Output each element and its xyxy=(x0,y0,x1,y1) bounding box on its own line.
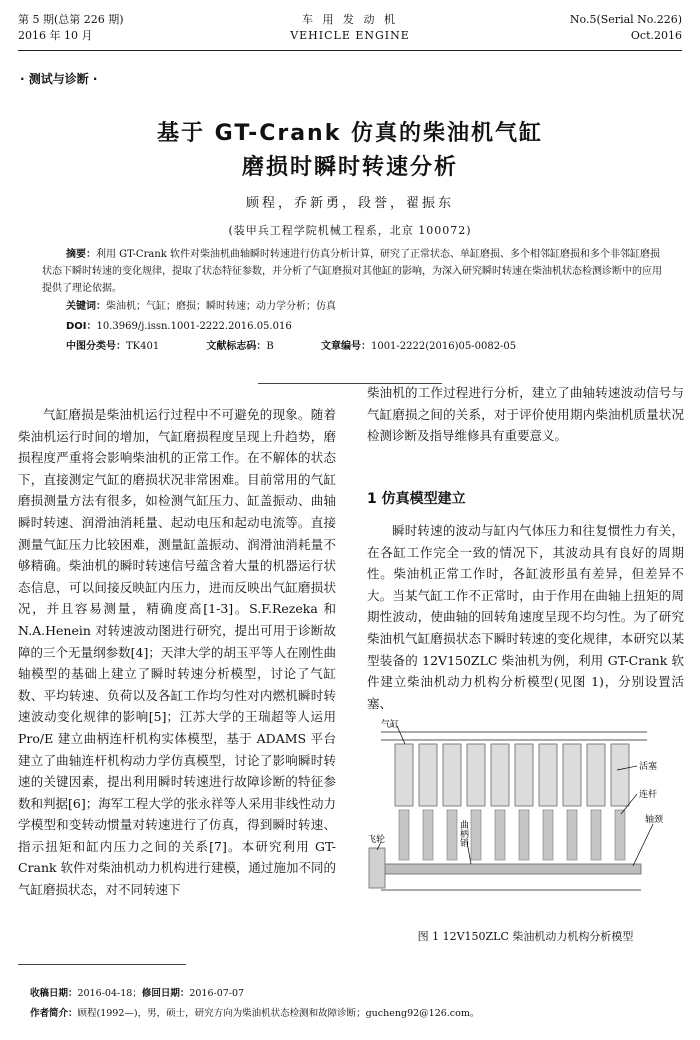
label-piston: 活塞 xyxy=(639,762,658,772)
author-label: 作者简介： xyxy=(30,1008,78,1019)
classification xyxy=(66,338,686,355)
header-rule xyxy=(18,50,682,51)
authors: 顾程，乔新勇，段誉，翟振东 xyxy=(245,196,454,211)
body-left-column xyxy=(18,404,336,956)
label-flywheel: 飞轮 xyxy=(367,835,386,845)
label-crankpin: 曲柄销 xyxy=(458,820,468,847)
title-line-1: 基于 GT-Crank 仿真的柴油机气缸 xyxy=(156,121,544,146)
crankshaft xyxy=(379,864,641,874)
footnote-author xyxy=(30,1005,479,1019)
received-label: 收稿日期： xyxy=(30,988,78,999)
flywheel-shape xyxy=(369,848,385,888)
doccode-label: 文献标志码： xyxy=(206,341,267,352)
doi xyxy=(66,318,686,335)
label-cylinder: 气缸 xyxy=(381,720,400,730)
section-1-heading: 1 仿真模型建立 xyxy=(367,491,466,507)
abstract-label: 摘要： xyxy=(66,249,96,260)
issue-number: 第 5 期(总第 226 期) xyxy=(18,13,124,26)
affiliation: (装甲兵工程学院机械工程系，北京 100072) xyxy=(228,224,472,237)
doi-label: DOI： xyxy=(66,321,97,332)
title-line-2: 磨损时瞬时转速分析 xyxy=(241,155,458,180)
journal-name-cn: 车 用 发 动 机 xyxy=(302,13,398,26)
body-paragraph: 瞬时转速的波动与缸内气体压力和往复惯性力有关，在各缸工作完全一致的情况下，其波动具有良好的周期性。柴油机正常工作时，各缸波形虽有差异，但差异不大。当某气缸工作不正常时，由于作用在曲轴上扭矩的周期性波动，使曲轴的回转角速度呈现不均匀性。为了研究柴油机气缸磨损状态下瞬时转速的变化规律，本研究以某型装备的 12V150ZLC 柴油机为例，利用 GT-Crank 软件建立柴油机动力机构分析模型(见图 1)，分别设置活塞、 xyxy=(367,523,684,711)
received-date: 2016-04-18 xyxy=(77,988,133,999)
figure-1-engine-model xyxy=(367,718,684,910)
keywords-text: 柴油机；气缸；磨损；瞬时转速；动力学分析；仿真 xyxy=(106,301,336,312)
journal-name-en: VEHICLE ENGINE xyxy=(290,29,410,42)
abstract xyxy=(42,246,662,297)
running-header-right xyxy=(570,12,682,44)
doi-value: 10.3969/j.issn.1001-2222.2016.05.016 xyxy=(96,321,292,332)
keywords xyxy=(66,298,686,315)
figure-caption: 图 1 12V150ZLC 柴油机动力机构分析模型 xyxy=(417,930,634,943)
articleno-label: 文章编号： xyxy=(320,341,371,352)
body-paragraph: 柴油机的工作过程进行分析，建立了曲轴转速波动信号与气缸磨损之间的关系，对于评价使用期内柴油机质量状况检测诊断及指导维修具有重要意义。 xyxy=(367,385,684,444)
keywords-label: 关键词： xyxy=(66,301,106,312)
footnote-rule xyxy=(18,964,186,965)
clc-value: TK401 xyxy=(126,341,160,352)
revised-date: 2016-07-07 xyxy=(189,988,245,999)
author-bio: 顾程(1992—)，男，硕士，研究方向为柴油机状态检测和故障诊断；gucheng92@126.com。 xyxy=(77,1008,480,1019)
section-tag: · 测试与诊断 · xyxy=(20,72,98,86)
issue-date: 2016 年 10 月 xyxy=(18,29,93,42)
abstract-text: 利用 GT-Crank 软件对柴油机曲轴瞬时转速进行仿真分析计算，研究了正常状态、单缸磨损、多个相邻缸磨损和多个非邻缸磨损状态下瞬时转速的变化规律，提取了状态特征参数，并分析了气缸磨损对其他缸的影响，为深入研究瞬时转速在柴油机状态检测诊断中的应用提供了理论依据。 xyxy=(42,249,662,294)
revised-label: 修回日期： xyxy=(141,988,190,999)
clc-label: 中图分类号： xyxy=(66,341,126,352)
body-paragraph: 气缸磨损是柴油机运行过程中不可避免的现象。随着柴油机运行时间的增加，气缸磨损程度呈现上升趋势，磨损程度严重将会影响柴油机的正常工作。在不解体的状态下，直接测定气缸的磨损状况非常困难。目前常用的气缸磨损测量方法有很多，如检测气缸压力、缸盖振动、曲轴瞬时转速、润滑油消耗量、起动电压和起动电流等。直接测量气缸压力比较困难，测量缸盖振动、润滑油消耗量不够精确。柴油机的瞬时转速信号蕴含着大量的机器运行状态信息，可以间接反映缸内压力，进而反映出气缸磨损状况，并且容易测量，精确度高[1-3]。S.F.Rezeka 和 N.A.Henein 对转速波动图进行研究，提出可用于诊断故障的三个无量纲参数[4]；天津大学的胡玉平等人在刚性曲轴模型的基础上建立了瞬时转速分析模型，讨论了气缸数、平均转速、负荷以及各缸工作均匀性对内燃机瞬时转速波动变化规律的影响[5]；江苏大学的王瑞超等人运用 Pro/E 建立曲柄连杆机构实体模型，基于 ADAMS 平台建立了曲轴连杆机构动力学仿真模型，讨论了影响瞬时转速的关键因素，提出利用瞬时转速进行故障诊断的特征参数和判据[6]；海军工程大学的张永祥等人采用非线性动力学模型和变转动惯量对转速进行了仿真，得到瞬时转速、指示扭矩和缸内压力之间的关系[7]。本研究利用 GT-Crank 软件对柴油机动力机构进行建模，通过施加不同的气缸磨损状态，对不同转速下 xyxy=(18,407,336,898)
articleno-value: 1001-2222(2016)05-0082-05 xyxy=(370,341,517,352)
label-conrod: 连杆 xyxy=(639,790,658,800)
body-right-top xyxy=(367,382,684,448)
issue-date-en: Oct.2016 xyxy=(630,29,682,42)
issue-number-en: No.5(Serial No.226) xyxy=(569,13,682,26)
footnote-dates: 收稿日期：2016-04-18；修回日期：2016-07-07 xyxy=(30,988,245,999)
doccode-value: B xyxy=(266,341,274,352)
body-right-section1 xyxy=(367,520,684,716)
label-journal: 轴颈 xyxy=(645,815,664,825)
